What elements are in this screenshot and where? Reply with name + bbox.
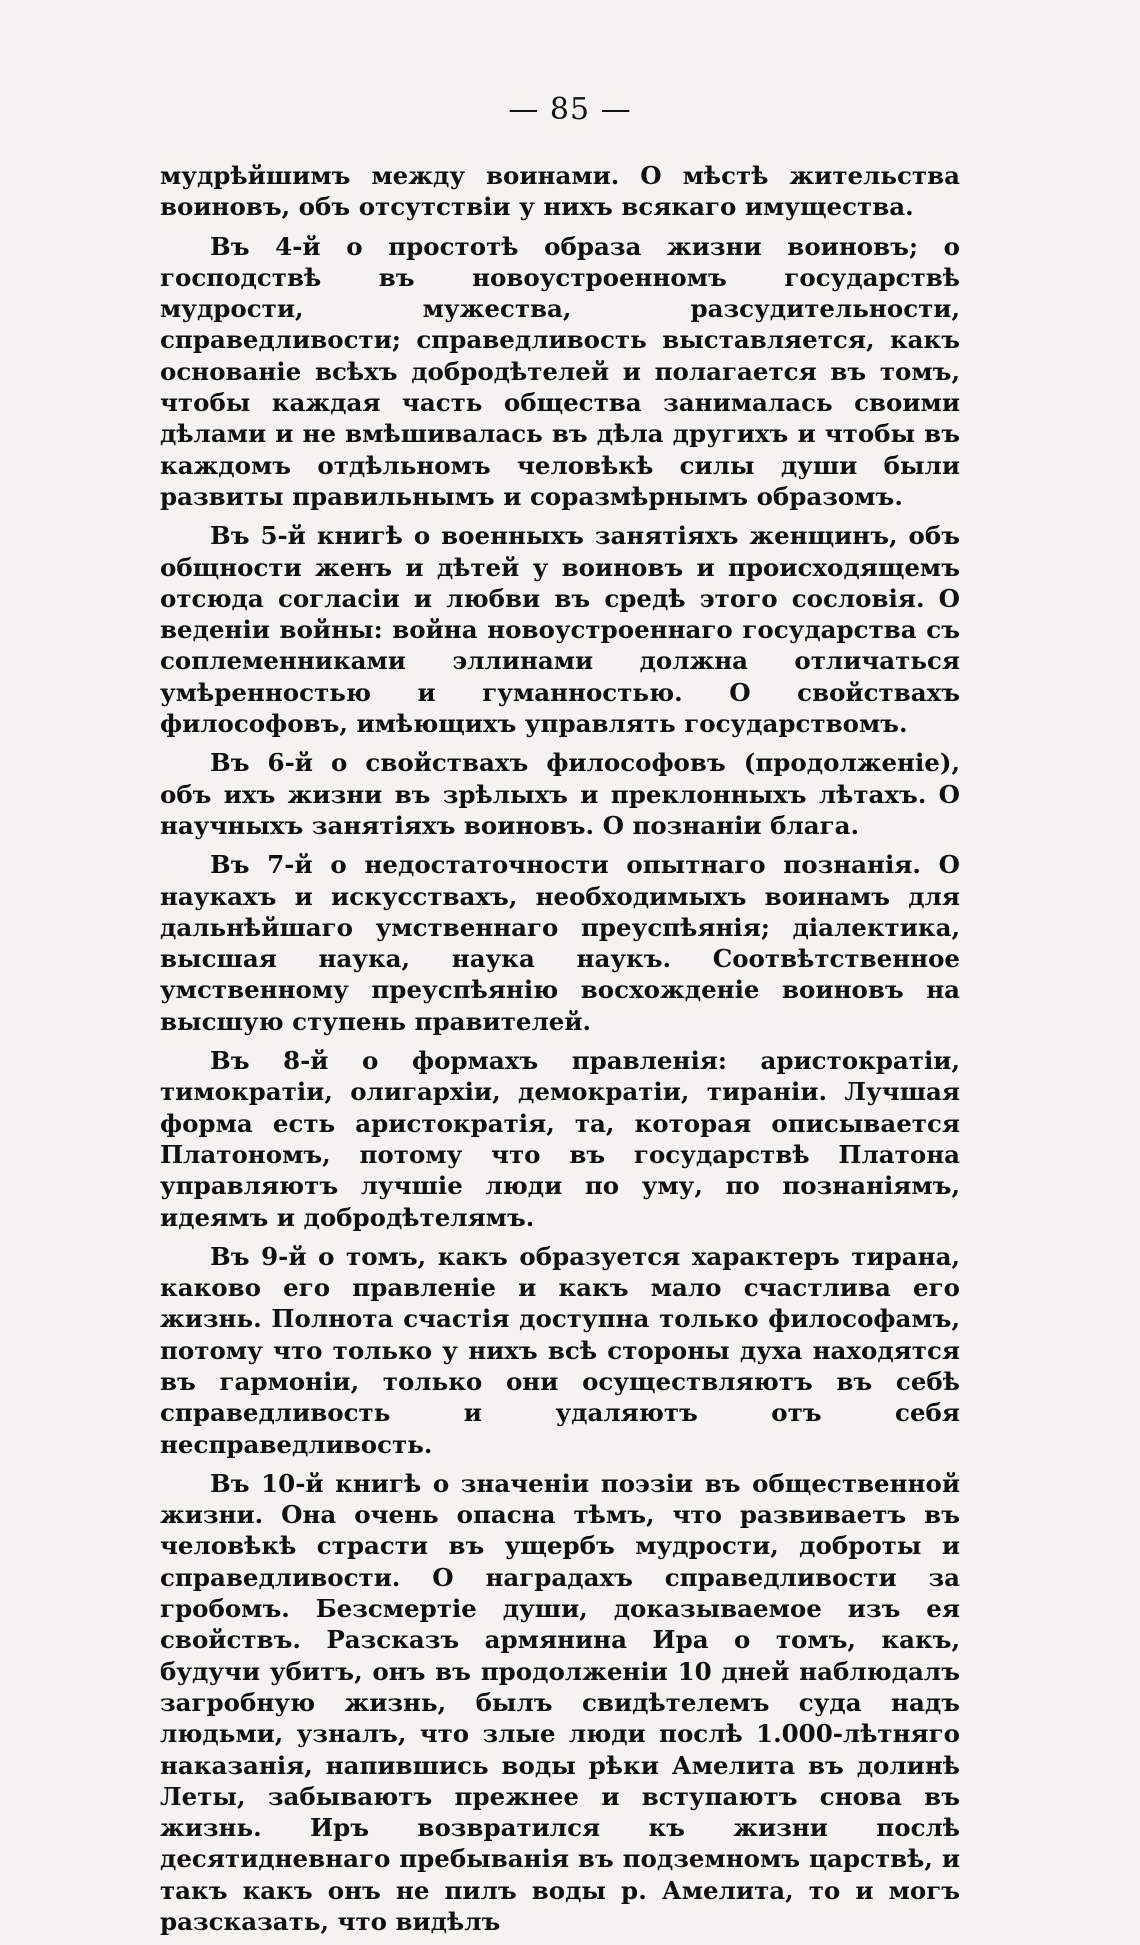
paragraph-5: Въ 7-й о недостаточности опытнаго познанія. О наукахъ и искусствахъ, необходимыхъ воинамъ для дальнѣйшаго умственнаго преуспѣянія; діалектика, высшая наука, наука наукъ. Соотвѣтственное умственному преуспѣянію восхожденіе воиновъ на высшую ступень правителей. xyxy=(160,850,960,1036)
paragraph-1: мудрѣйшимъ между воинами. О мѣстѣ жительства воиновъ, объ отсутствіи у нихъ всякаго имущества. xyxy=(160,161,960,222)
paragraph-4: Въ 6-й о свойствахъ философовъ (продолженіе), объ ихъ жизни въ зрѣлыхъ и преклонныхъ лѣтахъ. О научныхъ занятіяхъ воиновъ. О познаніи блага. xyxy=(160,748,960,840)
page-body xyxy=(160,160,960,1945)
paragraph-3: Въ 5-й книгѣ о военныхъ занятіяхъ женщинъ, объ общности женъ и дѣтей у воиновъ и происходящемъ отсюда согласіи и любви въ средѣ этого сословія. О веденіи войны: война новоустроеннаго государства съ соплеменниками эллинами должна отличаться умѣренностью и гуманностью. О свойствахъ философовъ, имѣющихъ управлять государствомъ. xyxy=(160,521,960,739)
paragraph-8: Въ 10-й книгѣ о значеніи поэзіи въ общественной жизни. Она очень опасна тѣмъ, что развиваетъ въ человѣкѣ страсти въ ущербъ мудрости, доброты и справедливости. О наградахъ справедливости за гробомъ. Безсмертіе души, доказываемое изъ ея свойствъ. Разсказъ армянина Ира о томъ, какъ, будучи убитъ, онъ въ продолженіи 10 дней наблюдалъ загробную жизнь, былъ свидѣтелемъ суда надъ людьми, узналъ, что злые люди послѣ 1.000-лѣтняго наказанія, напившись воды рѣки Амелита въ долинѣ Леты, забываютъ прежнее и вступаютъ снова въ жизнь. Иръ возвратился къ жизни послѣ десятидневнаго пребыванія въ подземномъ царствѣ, и такъ какъ онъ не пилъ воды р. Амелита, то и могъ разсказать, что видѣлъ xyxy=(160,1468,960,1937)
paragraph-7: Въ 9-й о томъ, какъ образуется характеръ тирана, каково его правленіе и какъ мало счастлива его жизнь. Полнота счастія доступна только философамъ, потому что только у нихъ всѣ стороны духа находятся въ гармоніи, только они осуществляютъ въ себѣ справедливость и удаляютъ отъ себя несправедливость. xyxy=(160,1241,960,1459)
paragraph-2: Въ 4-й о простотѣ образа жизни воиновъ; о господствѣ въ новоустроенномъ государствѣ мудрости, мужества, разсудительности, справедливости; справедливость выставляется, какъ основаніе всѣхъ добродѣтелей и полагается въ томъ, чтобы каждая часть общества занималась своими дѣлами и не вмѣшивалась въ дѣла другихъ и чтобы въ каждомъ отдѣльномъ человѣкѣ силы души были развиты правильнымъ и соразмѣрнымъ образомъ. xyxy=(160,231,960,511)
page-number: — 85 — xyxy=(508,92,632,127)
paragraph-6: Въ 8-й о формахъ правленія: аристократіи, тимократіи, олигархіи, демократіи, тираніи. Лучшая форма есть аристократія, та, которая описывается Платономъ, потому что въ государствѣ Платона управляютъ лучшіе люди по уму, по познаніямъ, идеямъ и добродѣтелямъ. xyxy=(160,1046,960,1232)
